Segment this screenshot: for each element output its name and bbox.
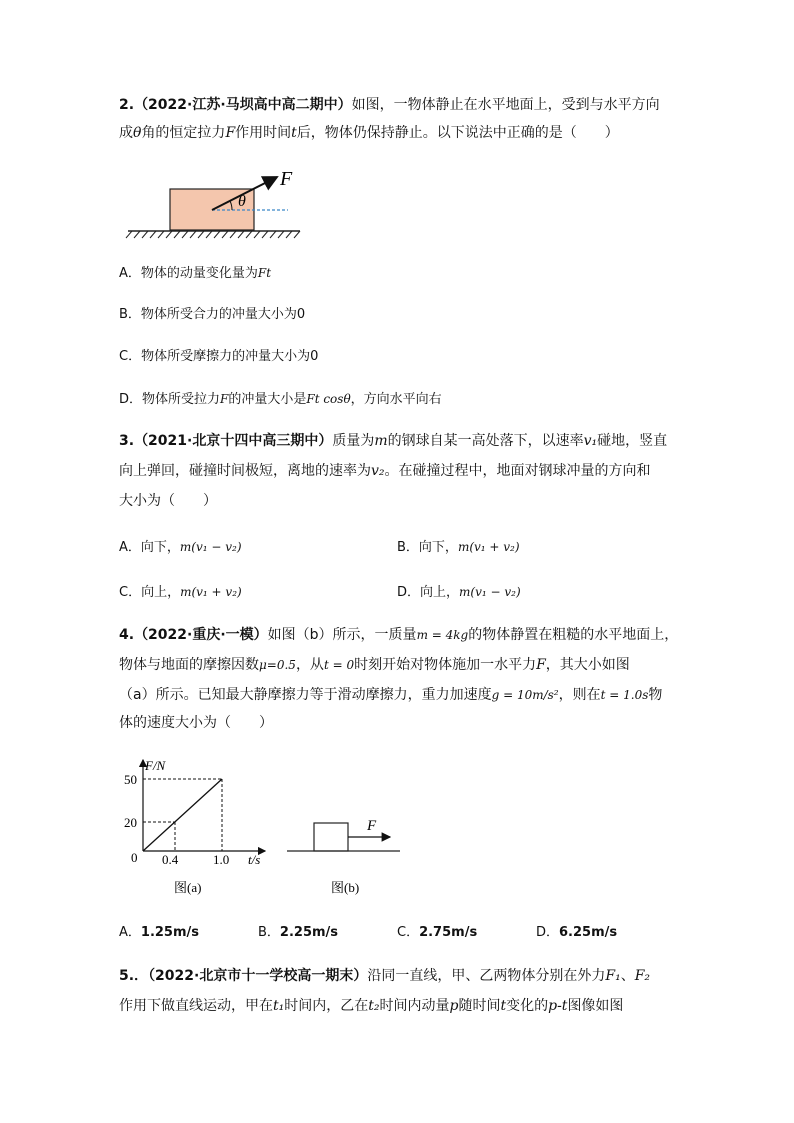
y-tick-20: 20 bbox=[124, 815, 137, 830]
q2-text: 后，物体仍保持静止。以下说法中正确的是（ ） bbox=[296, 125, 619, 141]
ground-hatching bbox=[126, 231, 300, 238]
q4-text: ，则在 bbox=[558, 687, 601, 703]
x-tick-0.4: 0.4 bbox=[162, 852, 179, 867]
q4-t0: t = 0 bbox=[323, 658, 355, 672]
option-math: Ft bbox=[257, 266, 272, 280]
option-text: 向上， bbox=[420, 585, 460, 600]
option-text: 1.25m/s bbox=[140, 925, 200, 940]
y-tick-50: 50 bbox=[124, 772, 137, 787]
q4-mu: μ=0.5 bbox=[259, 658, 296, 672]
option-text: ，方向水平向右 bbox=[350, 392, 442, 407]
option-text: 2.25m/s bbox=[279, 925, 339, 940]
q5-number: 5.． bbox=[119, 968, 149, 984]
option-text: 向上， bbox=[141, 585, 181, 600]
q5-t1: t₁ bbox=[273, 998, 285, 1014]
option-text: 2.75m/s bbox=[419, 925, 478, 940]
q4-text: ，其大小如图 bbox=[545, 657, 630, 673]
q2-t: t bbox=[291, 125, 297, 141]
q4-text: （a）所示。已知最大静摩擦力等于滑动摩擦力，重力加速度 bbox=[119, 687, 492, 703]
force-line bbox=[143, 779, 222, 851]
q4-source: （2022·重庆·一模） bbox=[134, 627, 268, 643]
q5-text: 变化的 bbox=[506, 998, 549, 1014]
q2-option-b[interactable] bbox=[119, 305, 305, 325]
q2-source: （2022·江苏·马坝高中高二期中） bbox=[134, 97, 352, 113]
q2-F: F bbox=[225, 125, 236, 141]
option-text: 向下， bbox=[418, 540, 458, 555]
q5-text: 、 bbox=[620, 968, 635, 984]
q4-text: 体的速度大小为（ ） bbox=[119, 715, 273, 731]
option-math: Ft cosθ bbox=[306, 392, 351, 406]
x-axis-label: t/s bbox=[248, 852, 261, 867]
q3-number: 3. bbox=[119, 433, 135, 449]
option-math: F bbox=[220, 392, 229, 406]
q5-text: 作用下做直线运动，甲在 bbox=[119, 998, 273, 1014]
q5-source: （2022·北京市十一学校高一期末） bbox=[148, 968, 368, 984]
q4-option-d[interactable] bbox=[536, 923, 617, 943]
caption-b: 图(b) bbox=[331, 880, 360, 895]
option-text: 的冲量大小是 bbox=[228, 392, 307, 407]
q3-m: m bbox=[374, 433, 388, 449]
option-label: C． bbox=[119, 349, 142, 364]
q3-text: 大小为（ ） bbox=[119, 493, 217, 509]
option-math: m(v₁ − v₂) bbox=[179, 540, 242, 554]
q3-v2: v₂ bbox=[371, 463, 385, 479]
option-text: 物体的动量变化量为 bbox=[140, 266, 258, 281]
option-text: 物体所受拉力 bbox=[142, 392, 221, 407]
angle-label: θ bbox=[238, 193, 246, 210]
option-label: A． bbox=[119, 540, 141, 555]
q3-line-3 bbox=[119, 491, 217, 511]
q2-text: 作用时间 bbox=[235, 125, 292, 141]
q4-option-b[interactable] bbox=[258, 923, 338, 943]
option-label: B． bbox=[119, 307, 141, 322]
q5-t2: t₂ bbox=[368, 998, 380, 1014]
option-text: 6.25m/s bbox=[559, 925, 618, 940]
q3-source: （2021·北京十四中高三期中） bbox=[134, 433, 333, 449]
q5-line-1 bbox=[119, 966, 650, 986]
x-tick-1.0: 1.0 bbox=[213, 852, 230, 867]
q4-line-2 bbox=[119, 655, 630, 675]
q4-text: 物 bbox=[648, 687, 663, 703]
q4-text: ，从 bbox=[295, 657, 324, 673]
q2-option-a[interactable] bbox=[119, 263, 271, 284]
q4-text: 如图（b）所示，一质量 bbox=[267, 627, 417, 643]
q5-p: p bbox=[449, 998, 459, 1014]
q2-text: 如图，一物体静止在水平地面上，受到与水平方向 bbox=[351, 97, 660, 113]
q3-text: 碰地，竖直 bbox=[597, 433, 668, 449]
option-math: m(v₁ − v₂) bbox=[459, 585, 521, 599]
q4-line-1 bbox=[119, 625, 678, 645]
option-label: D． bbox=[536, 925, 560, 940]
option-label: A． bbox=[119, 925, 141, 940]
q2-line-1 bbox=[119, 95, 660, 115]
q3-text: 的钢球自某一高处落下，以速率 bbox=[387, 433, 584, 449]
origin-label: 0 bbox=[131, 850, 138, 865]
force-label: F bbox=[367, 818, 377, 834]
q3-v1: v₁ bbox=[583, 433, 598, 449]
q4-option-c[interactable] bbox=[397, 923, 477, 943]
q4-option-a[interactable] bbox=[119, 923, 199, 943]
option-text: 物体所受合力的冲量大小为0 bbox=[140, 307, 306, 322]
option-math: m(v₁ + v₂) bbox=[457, 540, 520, 554]
q4-t1: t = 1.0s bbox=[600, 688, 649, 702]
q4-line-4 bbox=[119, 713, 273, 733]
q3-option-b[interactable] bbox=[397, 537, 520, 558]
option-label: D． bbox=[119, 392, 143, 407]
block bbox=[314, 823, 348, 851]
q3-text: 向上弹回，碰撞时间极短，离地的速率为 bbox=[119, 463, 371, 479]
q4-text: 时刻开始对物体施加一水平力 bbox=[354, 657, 537, 673]
q2-number: 2. bbox=[119, 97, 135, 113]
q2-line-2 bbox=[119, 123, 619, 143]
q4-text: 物体与地面的摩擦因数 bbox=[119, 657, 259, 673]
option-math: m(v₁ + v₂) bbox=[180, 585, 242, 599]
q2-theta: θ bbox=[133, 125, 142, 141]
option-text: 向下， bbox=[140, 540, 180, 555]
q5-text: 图像如图 bbox=[567, 998, 624, 1014]
q5-line-2 bbox=[119, 996, 623, 1016]
option-label: C． bbox=[397, 925, 420, 940]
q4-line-3 bbox=[119, 685, 662, 705]
force-label: F bbox=[280, 168, 293, 190]
option-label: B． bbox=[397, 540, 419, 555]
q5-text: 随时间 bbox=[458, 998, 501, 1014]
q5-text: 时间内动量 bbox=[379, 998, 450, 1014]
option-label: D． bbox=[397, 585, 421, 600]
q4-text: 的物体静置在粗糙的水平地面上， bbox=[468, 627, 679, 643]
y-axis-label: F/N bbox=[145, 758, 166, 773]
q3-option-a[interactable] bbox=[119, 537, 242, 558]
option-label: A． bbox=[119, 266, 141, 281]
q3-text: 。在碰撞过程中，地面对钢球冲量的方向和 bbox=[384, 463, 651, 479]
caption-a: 图(a) bbox=[174, 880, 202, 895]
option-label: C． bbox=[119, 585, 142, 600]
q5-text: 时间内，乙在 bbox=[284, 998, 369, 1014]
q5-F1: F₁ bbox=[605, 968, 621, 984]
q3-line-2 bbox=[119, 461, 651, 481]
q4-F: F bbox=[536, 657, 546, 673]
q5-pt: p-t bbox=[548, 998, 568, 1014]
q4-figure-a-graph bbox=[115, 752, 275, 902]
q2-option-d[interactable] bbox=[119, 389, 442, 410]
q3-line-1 bbox=[119, 431, 667, 451]
q5-text: 沿同一直线，甲、乙两物体分别在外力 bbox=[367, 968, 606, 984]
q2-figure bbox=[120, 165, 310, 245]
q2-text: 成 bbox=[119, 125, 133, 141]
q5-F2: F₂ bbox=[634, 968, 651, 984]
q4-number: 4. bbox=[119, 627, 135, 643]
q4-g: g = 10m/s² bbox=[491, 688, 559, 702]
q3-option-c[interactable] bbox=[119, 582, 242, 603]
q4-figure-b bbox=[283, 810, 408, 900]
q2-text: 角的恒定拉力 bbox=[141, 125, 226, 141]
option-label: B． bbox=[258, 925, 280, 940]
option-text: 物体所受摩擦力的冲量大小为0 bbox=[141, 349, 319, 364]
q4-mass: m = 4kg bbox=[416, 628, 469, 642]
q2-option-c[interactable] bbox=[119, 347, 318, 367]
q3-option-d[interactable] bbox=[397, 582, 521, 603]
q5-t: t bbox=[500, 998, 507, 1014]
q3-text: 质量为 bbox=[332, 433, 375, 449]
